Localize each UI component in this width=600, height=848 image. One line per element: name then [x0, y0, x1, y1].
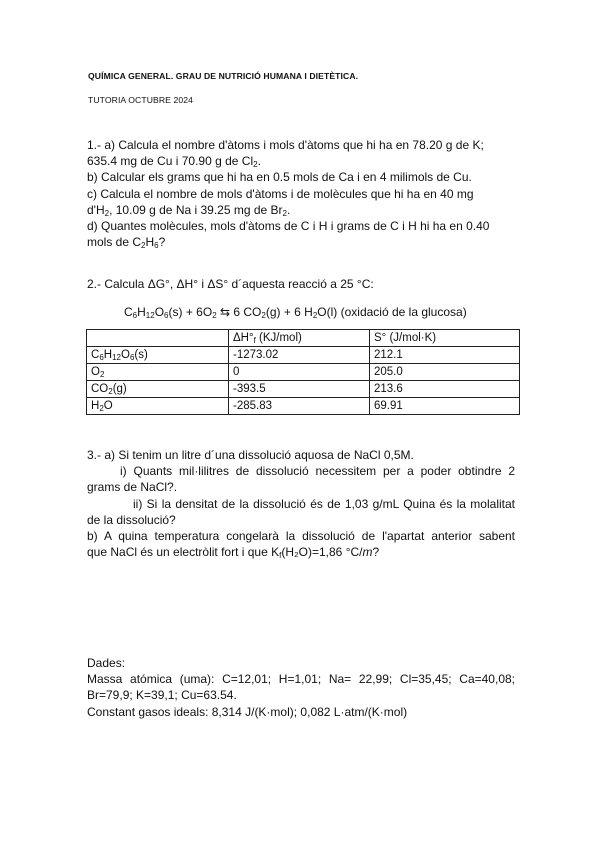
table-row [87, 398, 520, 415]
q3-ii-line2: de la dissolució? [87, 512, 176, 527]
q1-a-line2: 635.4 mg de Cu i 70.90 g de $Cl_2$. [87, 154, 261, 170]
q3-a: 3.- a) Si tenim un litre d´una dissolució aquosa de NaCl 0,5M. [87, 448, 414, 462]
q3-i-line1: i) Quants mil·lilitres de dissolució necessitem per a poder obtindre 2 [120, 464, 515, 479]
cell-entropy: 205.0 [370, 364, 520, 381]
table-row [87, 364, 520, 381]
q1-d-line2: mols de $C_2H_6$? [87, 235, 166, 251]
table-header-row [87, 330, 520, 347]
cell-species: $CO_2(g)$ [87, 381, 229, 398]
q1-c-line1: c) Calcula el nombre de mols d'àtoms i de molècules que hi ha en 40 mg [87, 186, 474, 201]
cell-species: $O_2$ [87, 364, 229, 381]
cell-enthalpy: 0 [229, 364, 370, 381]
cell-enthalpy: -1273.02 [229, 347, 370, 364]
q3-i-line2: grams de NaCl?. [87, 480, 178, 495]
q3-b-line1: b) A quina temperatura congelarà la dissolució de l'apartat anterior sabent [87, 529, 515, 544]
question-2-prompt: 2.- Calcula ΔG°, ΔH° i ΔS° d´aquesta reacció a 25 °C: [87, 277, 374, 291]
q3-ii-line1: ii) Si la densitat de la dissolució és de 1,03 g/mL Quina és la molalitat [133, 496, 515, 511]
q1-b: b) Calcular els grams que hi ha en 0.5 mols de Ca i en 4 milimols de Cu. [87, 170, 472, 185]
cell-enthalpy: -285.83 [229, 398, 370, 415]
table-row [87, 347, 520, 364]
table-row [87, 381, 520, 398]
atomic-masses-line2: Br=79,9; K=39,1; Cu=63.54. [87, 688, 237, 703]
thermo-table [86, 329, 520, 415]
cell-species: $C_6H_{12}O_6(s)$ [87, 347, 229, 364]
gas-constant: Constant gasos ideals: 8,314 J/(K·mol); 0,082 L·atm/(K·mol) [87, 704, 408, 719]
q3-b-line2: que NaCl és un electròlit fort i que $K_f(H_2O)=1,86$ °C/m? [87, 545, 380, 561]
q1-a-line1: 1.- a) Calcula el nombre d'àtoms i mols d'àtoms que hi ha en 78.20 g de K; [87, 138, 484, 152]
header-species [87, 330, 229, 347]
q1-c-line2: $d'H_2$, 10.09 g de Na i 39.25 mg de $Br_2$. [87, 202, 291, 218]
course-title: QUÍMICA GENERAL. GRAU DE NUTRICIÓ HUMANA I DIETÈTICA. [88, 71, 359, 81]
cell-entropy: 213.6 [370, 381, 520, 398]
session-label: TUTORIA OCTUBRE 2024 [88, 95, 193, 105]
question-1 [87, 137, 515, 250]
data-title: Dades: [87, 656, 126, 670]
cell-species: $H_2O$ [87, 398, 229, 415]
data-section [87, 655, 515, 720]
cell-entropy: 69.91 [370, 398, 520, 415]
q1-d-line1: d) Quantes molècules, mols d'àtoms de C i H i grams de C i H hi ha en 0.40 [87, 219, 490, 234]
reaction-equation: $C_6H_{12}O_6(s) + 6O_2$ ⇆ 6 $CO_2(g) + 6$ $H_2O(l)$ (oxidació de la glucosa) [124, 305, 467, 320]
question-3 [87, 447, 515, 560]
header-enthalpy: $\Delta H^\circ_f$ (KJ/mol) [229, 330, 370, 347]
header-entropy: S° (J/mol·K) [370, 330, 520, 347]
cell-entropy: 212.1 [370, 347, 520, 364]
cell-enthalpy: -393.5 [229, 381, 370, 398]
atomic-masses-line1: Massa atómica (uma): C=12,01; H=1,01; Na= 22,99; Cl=35,45; Ca=40,08; [87, 672, 515, 687]
